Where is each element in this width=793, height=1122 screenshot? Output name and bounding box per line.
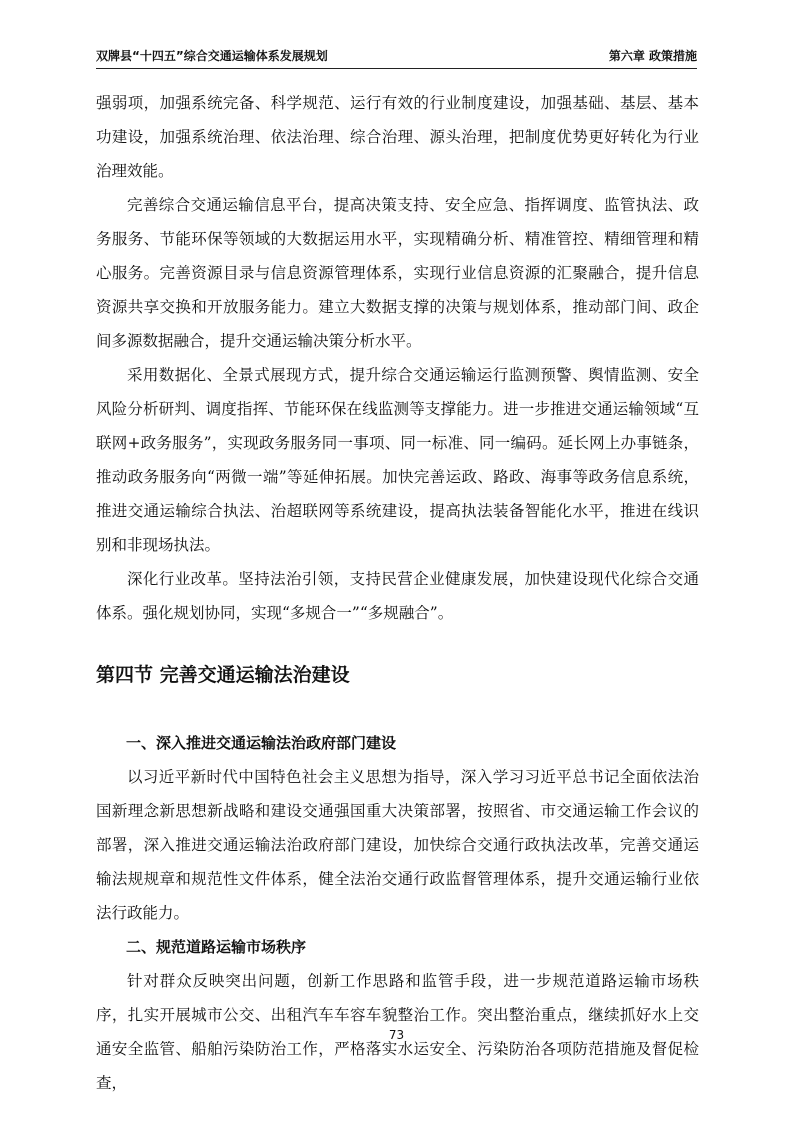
header-document-title: 双牌县“十四五”综合交通运输体系发展规划: [96, 49, 328, 63]
paragraph-information-platform: 完善综合交通运输信息平台，提高决策支持、安全应急、指挥调度、监管执法、政务服务、节能环保等领域的大数据运用水平，实现精确分析、精准管控、精细管理和精心服务。完善资源目录与信息资源管理体系，实现行业信息资源的汇聚融合，提升信息资源共享交换和开放服务能力。建立大数据支撑的决策与规划体系，推动部门间、政企间多源数据融合，提升交通运输决策分析水平。: [96, 196, 699, 350]
page-header: [96, 46, 697, 69]
paragraph-industry-reform: 深化行业改革。坚持法治引领，支持民营企业健康发展，加快建设现代化综合交通体系。强化规划协同，实现“多规合一”“多规融合”。: [96, 570, 699, 622]
paragraph-market-order: 针对群众反映突出问题，创新工作思路和监管手段，进一步规范道路运输市场秩序，扎实开展城市公交、出租汽车车容车貌整治工作。突出整治重点，继续抓好水上交通安全监管、船舶污染防治工作，严格落实水运安全、污染防治各项防范措施及督促检查，: [96, 972, 699, 1092]
subsection-title-market-order: 二、规范道路运输市场秩序: [126, 938, 307, 956]
section-title: 第四节 完善交通运输法治建设: [96, 664, 350, 686]
paragraph-rule-of-law: 以习近平新时代中国特色社会主义思想为指导，深入学习习近平总书记全面依法治国新理念新思想新战略和建设交通强国重大决策部署，按照省、市交通运输工作会议的部署，深入推进交通运输法治政府部门建设，加快综合交通行政执法改革，完善交通运输法规规章和规范性文件体系，健全法治交通行政监督管理体系，提升交通运输行业依法行政能力。: [96, 768, 699, 922]
page-body: [96, 86, 699, 1100]
paragraph-continued: 强弱项，加强系统完备、科学规范、运行有效的行业制度建设，加强基础、基层、基本功建设，加强系统治理、依法治理、综合治理、源头治理，把制度优势更好转化为行业治理效能。: [96, 94, 699, 180]
paragraph-digital-monitoring: 采用数据化、全景式展现方式，提升综合交通运输运行监测预警、舆情监测、安全风险分析研判、调度指挥、节能环保在线监测等支撑能力。进一步推进交通运输领域“互联网+政务服务”，实现政务服务同一事项、同一标准、同一编码。延长网上办事链条，推动政务服务向“两微一端”等延伸拓展。加快完善运政、路政、海事等政务信息系统，推进交通运输综合执法、治超联网等系统建设，提高执法装备智能化水平，推进在线识别和非现场执法。: [96, 366, 699, 554]
subsection-title-rule-of-law: 一、深入推进交通运输法治政府部门建设: [126, 734, 397, 752]
page-number: 73: [388, 1028, 405, 1042]
header-chapter-title: 第六章 政策措施: [608, 49, 697, 63]
